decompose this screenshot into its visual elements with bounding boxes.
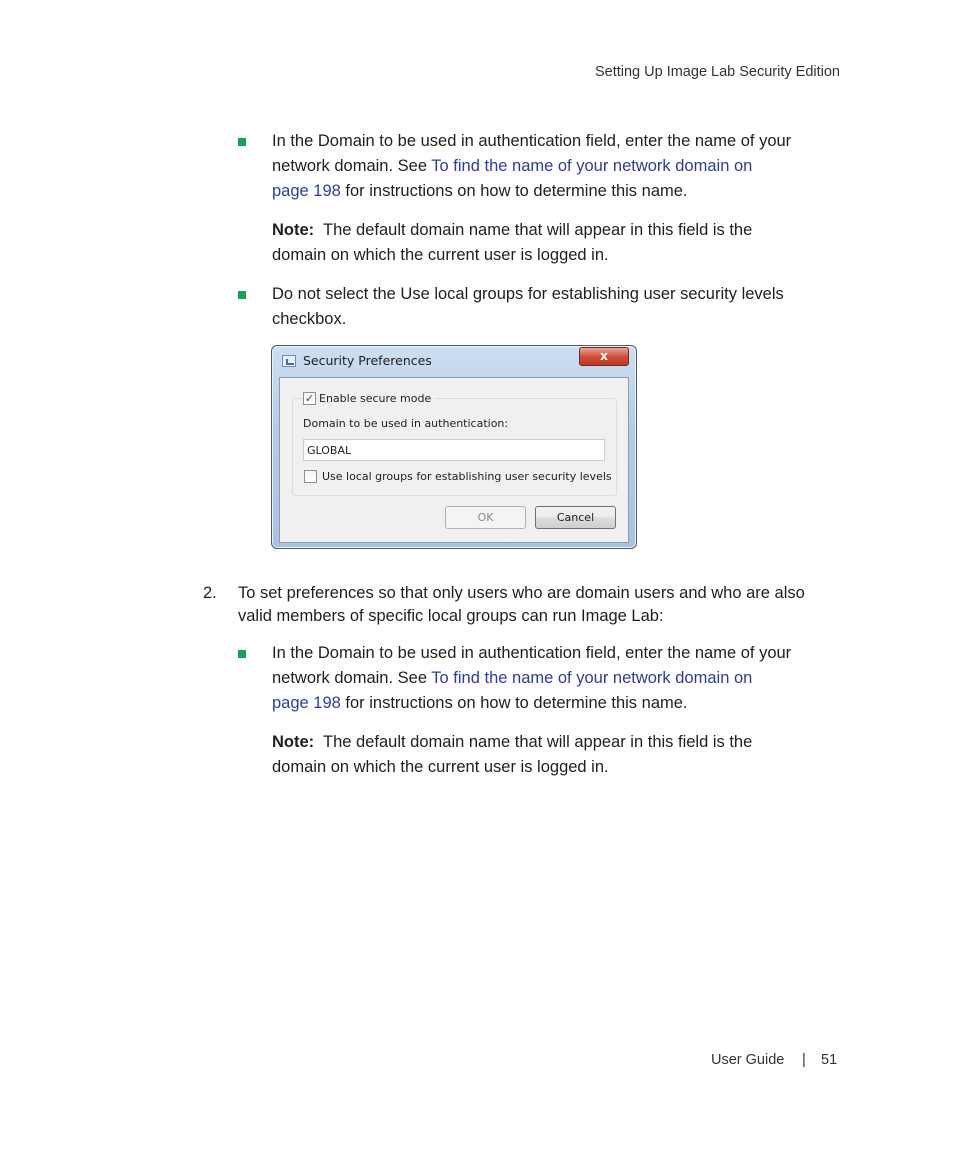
bullet-line: In the Domain to be used in authentication field, enter the name of your [272,132,792,150]
page-reference-link[interactable]: page 198 [272,182,341,200]
enable-secure-mode-label: Enable secure mode [319,392,434,405]
note [272,730,852,780]
use-local-groups-label: Use local groups for establishing user security levels [322,470,612,483]
note-text: The default domain name that will appear in this field is the [314,733,753,751]
bullet-line [272,179,852,204]
step-2 [238,581,848,629]
note-line [272,218,852,243]
step-line: To set preferences so that only users who are domain users and who are also [238,584,805,602]
enable-secure-mode-checkbox[interactable]: ✓ [304,392,315,405]
dialog-titlebar [272,346,636,376]
dialog-body [279,377,629,543]
step-number: 2. [203,584,217,602]
note-label: Note: [272,221,315,239]
bullet-item-domain [272,129,852,204]
note-text: The default domain name that will appear in this field is the [314,221,753,239]
ok-button[interactable]: OK [445,506,526,529]
note [272,218,852,268]
page-reference-link[interactable]: page 198 [272,694,341,712]
bullet-marker [238,291,246,299]
cancel-button[interactable]: Cancel [535,506,616,529]
bullet-text: for instructions on how to determine this name. [340,182,688,200]
running-header: Setting Up Image Lab Security Edition [594,64,840,80]
bullet-text: network domain. See [272,669,432,687]
step-line: valid members of specific local groups can run Image Lab: [238,607,664,625]
use-local-groups-checkbox[interactable] [304,470,317,483]
bullet-line [272,154,852,179]
note-line: domain on which the current user is logged in. [272,758,609,776]
bullet-marker [238,650,246,658]
bullet-item-domain [272,641,852,716]
domain-field-label: Domain to be used in authentication: [303,417,509,430]
bullet-line: In the Domain to be used in authentication field, enter the name of your [272,644,792,662]
bullet-line [272,691,852,716]
app-icon [282,355,296,367]
cross-reference-link[interactable]: To find the name of your network domain on [431,669,753,687]
note-label: Note: [272,733,315,751]
bullet-text: for instructions on how to determine this name. [340,694,688,712]
bullet-item-local-groups [272,282,852,332]
bullet-text: network domain. See [272,157,432,175]
page-number: 51 [821,1052,838,1068]
domain-input[interactable]: GLOBAL [303,439,605,461]
bullet-line: checkbox. [272,310,347,328]
bullet-line: Do not select the Use local groups for establishing user security levels [272,285,784,303]
cross-reference-link[interactable]: To find the name of your network domain on [431,157,753,175]
dialog-title: Security Preferences [303,353,432,368]
footer-guide-label: User Guide [711,1052,785,1068]
settings-group [292,392,617,496]
footer-separator: | [802,1052,806,1068]
note-line: domain on which the current user is logged in. [272,246,609,264]
bullet-line [272,666,852,691]
bullet-marker [238,138,246,146]
security-preferences-dialog [271,345,637,549]
close-button[interactable]: x [579,347,629,366]
note-line [272,730,852,755]
